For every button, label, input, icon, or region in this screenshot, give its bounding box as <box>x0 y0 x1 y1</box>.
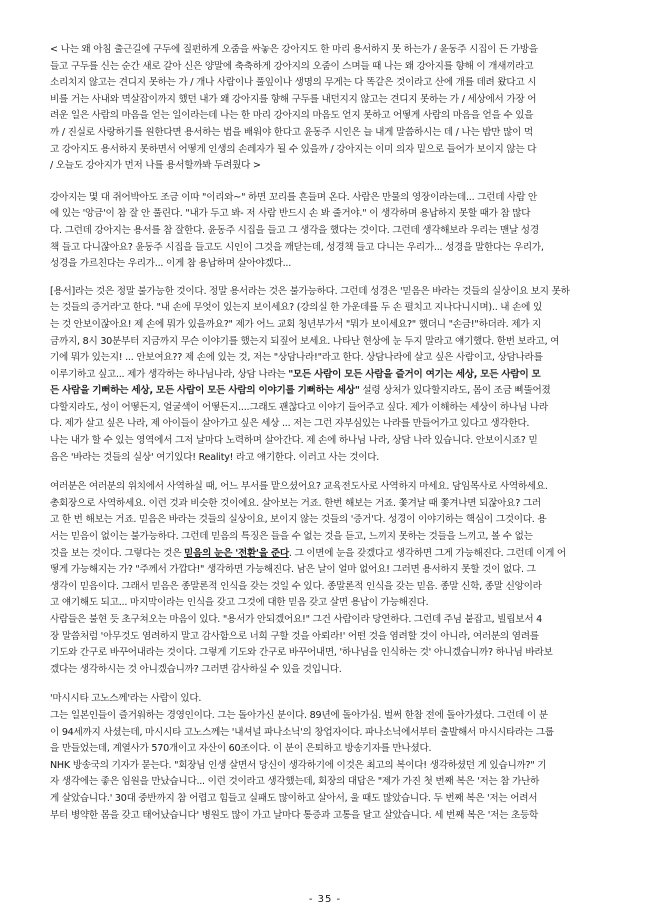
text-line: 그는 일본인들이 즐거워하는 경영인이다. 그는 돌아가신 분이다. 89년에 돌아가심. 벌써 한참 전에 돌아가셨다. 그런데 이 분 <box>50 709 548 721</box>
text-line: 소리치지 않고는 견디지 못하는 가 / 개나 사람이나 풀잎이나 생명의 무게는 다 똑같은 것이라고 산에 개를 데려 왔다고 시 <box>50 77 537 89</box>
bold-emphasis: "모든 사람이 모든 사람을 즐거이 여기는 세상, 모든 사람이 모 <box>288 368 541 380</box>
forgiveness-faith-paragraph <box>50 284 610 467</box>
text-line: 까 / 진실로 사랑하기를 원한다면 용서하는 법을 배워야 한다고 윤동주 시인은 늘 내게 말씀하시는 데 / 나는 밥만 많이 먹 <box>50 126 533 138</box>
text-line: 에 있는 '앙금'이 참 잘 안 풀린다. "내가 두고 봐- 저 사람 반드시 손 봐 줄거야." 이 생각하며 용납하지 못할 때가 참 많다 <box>50 208 531 220</box>
text-line: 다. 제가 살고 싶은 나라, 제 아이들이 살아가고 싶은 세상 ... 저는 그런 자부심있는 나라를 만들어가고 있다고 생각한다. <box>50 418 530 430</box>
text-line: 부터 병약한 몸을 갖고 태어났습니다' 병원도 많이 가고 날마다 통증과 고통을 달고 살았습니다. 세 번째 복은 '저는 초등학 <box>50 809 539 821</box>
text-line: 금까지, 8시 30분부터 지금까지 무슨 이야기를 했는지 되짚어 보세요. 나타난 현상에 눈 두지 말라고 얘기했다. 한번 보라고, 여 <box>50 335 560 347</box>
text-line <box>50 546 610 563</box>
text-line: 을 만들었는데, 계열사가 570개이고 자산이 60조이다. 이 분이 은퇴하고 방송기자를 만나셨다. <box>50 743 432 755</box>
text-line: 고 한 번 해보는 거죠. 믿음은 바라는 것들의 실상이요, 보이지 않는 것들의 '증거'다. 성경이 이야기하는 핵심이 그것이다. 용 <box>50 514 547 526</box>
puppy-forgiveness-paragraph <box>50 190 610 273</box>
text-line: 서는 믿음이 없이는 불가능하다. 그런데 믿음의 특징은 들을 수 없는 것을 듣고, 느끼지 못하는 것들을 느끼고, 볼 수 없는 <box>50 531 533 543</box>
text-line: < 나는 왜 아침 출근길에 구두에 질펀하게 오줌을 싸놓은 강아지도 한 마리 용서하지 못 하는가 / 윤동주 시집이 든 가방을 <box>50 44 538 55</box>
document-body <box>50 42 610 837</box>
text-line: 장 말씀처럼 '아무것도 염려하지 말고 감사함으로 너희 구할 것을 아뢰라!' 어떤 것을 염려할 것이 아니라, 여러분의 염려를 <box>50 630 539 642</box>
underlined-text: 믿음의 눈은 '전환'을 준다 <box>184 547 289 559</box>
text-line: 음은 '바라는 것들의 실상' 여기있다! Reality! 라고 얘기한다. 이러고 사는 것이다. <box>50 451 380 463</box>
text-line: 들고 구두를 신는 순간 새로 갈아 신은 양말에 축축하게 강아지의 오줌이 스며들 때 나는 왜 강아지를 향해 이 개새끼라고 <box>50 60 534 72</box>
text-line: 는 것들의 증거라'고 한다. "내 손에 무엇이 있는지 보이세요? (강의실 한 가운데를 두 손 펼치고 지나다니시며).. 내 손에 있 <box>50 302 542 314</box>
text-line: 다할지라도, 성이 어떻든지, 얼굴색이 어떻든지....그래도 괜찮다고 이야기 들어주고 싶다. 제가 이해하는 세상이 하나님 나라 <box>50 401 548 413</box>
text-line: 강아지는 몇 대 쥐어박아도 조금 이따 "이리와~" 하면 꼬리를 흔들며 온다. 사람은 만물의 영장이라는데... 그런데 사람 안 <box>50 191 537 203</box>
text-line: 는 것 안보이잖아요! 제 손에 뭐가 있을까요?" 제가 어느 교회 청년부가서 "뭐가 보이세요?" 했더니 "손금!"하더라. 제가 지 <box>50 318 542 330</box>
text-line: 자 생각에는 좋은 임원을 만났습니다... 이런 것이라고 생각했는데, 회장의 대답은 "제가 가진 첫 번째 복은 '저는 참 가난하 <box>50 776 540 788</box>
text-line: 비를 거는 사내와 멱살잡이까지 했던 내가 왜 강아지를 향해 구두를 내던지지 않고는 견디지 못하는 가 / 세상에서 가장 어 <box>50 93 537 105</box>
text-run: 설령 상처가 있다할지라도, 몸이 조금 삐뚤어졌 <box>359 385 551 397</box>
text-line <box>50 383 610 400</box>
text-line: 책 들고 다니잖아요? 윤동주 시집을 들고도 시인이 그것을 깨닫는데, 성경책 들고 다니는 우리가... 성경을 말한다는 우리가, <box>50 241 544 253</box>
text-line: 나는 내가 할 수 있는 영역에서 그저 날마다 노력하며 살아간다. 제 손에 하나님 나라, 상담 나라 있습니다. 안보이시죠? 믿 <box>50 435 538 447</box>
paragraph-spacer <box>50 678 610 691</box>
text-line: 사람들은 불현 듯 초구쳐오는 마음이 있다. "용서가 안되겠어요!" 그건 사람이라 당연하다. 그런데 주님 붙잡고, 빌립보서 4 <box>50 614 542 625</box>
text-line: 게 살았습니다.' 30대 중반까지 참 어렵고 힘들고 실패도 많이하고 살아서, 울 때도 많았습니다. 두 번째 복은 '저는 어려서 <box>50 792 538 804</box>
text-line: 성경을 가르친다는 우리가... 이게 참 용납하며 살아야겠다... <box>50 258 291 270</box>
text-run: 것을 보는 것이다. 그렇다는 것은 <box>50 547 185 559</box>
text-line: 생각이 믿음이다. 그래서 믿음은 종말론적 인식을 갖는 것일 수 있다. 종말론적 인식을 갖는 믿음. 종말 신학, 종말 신앙이라 <box>50 580 542 592</box>
page-number: - 35 - <box>308 894 342 905</box>
quoted-poem-paragraph <box>50 42 610 175</box>
text-line: 다. 그런데 강아지는 용서를 참 잘한다. 윤동주 시집을 들고 그 생각을 했다는 것이다. 그런데 생각해보라 우리는 맨날 성경 <box>50 224 539 236</box>
text-line: 고 얘기해도 되고... 마지막이라는 인식을 갖고 그것에 대한 믿음 갖고 살면 용납이 가능해진다. <box>50 597 429 609</box>
eschatological-faith-paragraph <box>50 479 610 678</box>
text-line: 떻게 가능해지는 가? "주께서 가깝다!" 생각하면 가능해진다. 남은 날이 얼마 없어요! 그러면 용서하지 못할 것이 없다. 그 <box>50 564 536 576</box>
text-line: 기도와 간구로 바꾸어내라는 것이다. 그렇게 기도와 간구로 바꾸어내면, '하나님을 인식하는 것' 아니겠습니까? 하나님 바라보 <box>50 647 553 659</box>
bold-emphasis: 든 사람을 기뻐하는 세상, 모든 사람이 모든 사람의 이야기를 기뻐하는 세상" <box>50 385 360 397</box>
text-line: 기에 뭐가 있는지! ... 안보여요?? 제 손에 있는 것, 저는 "상담나라!"라고 한다. 상담나라에 살고 싶은 사람이고, 상담나라를 <box>50 352 543 364</box>
text-line: / 오늘도 강아지가 먼저 나를 용서할까봐 두려웠다 > <box>50 160 261 172</box>
text-line: 여러분은 여러분의 위치에서 사역하실 때, 어느 부서를 맡으셨어요? 교육전도사로 사역하지 마세요. 담임목사로 사역하세요. <box>50 481 548 493</box>
text-line: '마시시타 고노스께'라는 사람이 있다. <box>50 693 202 705</box>
text-line: 총회장으로 사역하세요. 이런 것과 비슷한 것이에요. 살아보는 거죠. 한번 해보는 거죠. 쫓겨날 때 쫓겨나면 되잖아요? 그러 <box>50 497 541 509</box>
text-line: 겠다는 생각하시는 것 아니겠습니까? 그러면 감사하실 수 있을 것입니다. <box>50 663 342 675</box>
text-run: 이루기하고 싶고... 제가 생각하는 하나님나라, 상담 나라는 <box>50 368 289 380</box>
text-line: 려운 일은 사람의 마음을 얻는 일이라는데 나는 한 마리 강아지의 마음도 얻지 못하고 어떻게 사람의 마음을 얻을 수 있을 <box>50 110 534 122</box>
text-line: 이 94세까지 사셨는데, 마시시타 고노스께는 '내셔널 파나소닉'의 창업자이다. 파나소닉에서부터 출발해서 마시시타라는 그룹 <box>50 726 554 738</box>
text-line: NHK 방송국의 기자가 묻는다. "회장님 인생 살면서 당신이 생각하기에 이것은 최고의 복이다! 생각하셨던 게 있습니까?" 기 <box>50 759 547 771</box>
text-line: [용서]라는 것은 정말 불가능한 것이다. 정말 용서라는 것은 불가능하다. 그런데 성경은 '믿음은 바라는 것들의 실상이요 보지 못하 <box>50 285 570 297</box>
text-line <box>50 367 610 384</box>
text-run: . 그 이면에 눈을 갖겠다고 생각하면 그게 가능해진다. 그런데 이게 어 <box>288 547 566 559</box>
text-line: 고 강아지도 용서하지 못하면서 어떻게 인생의 손레자가 될 수 있을까 / 강아지는 이미 의자 밑으로 들어가 보이지 않는 다 <box>50 143 537 155</box>
bold-underline-emphasis <box>184 548 289 559</box>
matsushita-story-paragraph <box>50 691 610 824</box>
